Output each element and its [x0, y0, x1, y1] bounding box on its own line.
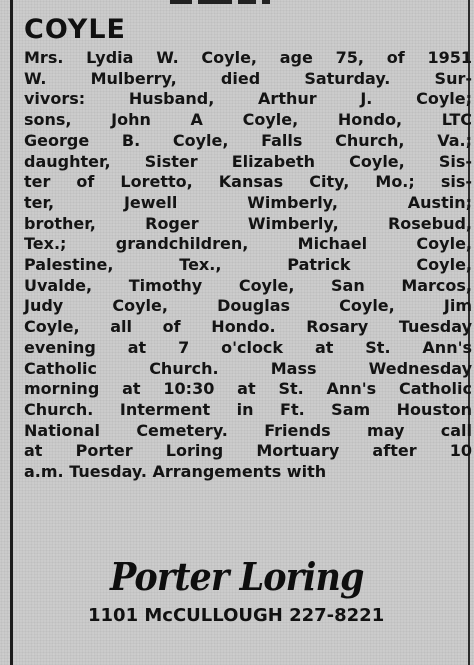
- obituary-line: vivors: Husband, Arthur J. Coyle;: [24, 89, 472, 109]
- obituary-line: National Cemetery. Friends may call: [24, 420, 472, 440]
- column-rule-left: [10, 0, 13, 665]
- obituary-line: Tex.; grandchildren, Michael Coyle,: [24, 234, 472, 254]
- obituary-line: Coyle, all of Hondo. Rosary Tuesday: [24, 317, 472, 337]
- mortuary-logo: Porter Loring: [110, 554, 364, 599]
- obituary-line: brother, Roger Wimberly, Rosebud,: [24, 213, 472, 233]
- obituary-line: Catholic Church. Mass Wednesday: [24, 358, 472, 378]
- obituary-line: Mrs. Lydia W. Coyle, age 75, of 1951: [24, 48, 472, 67]
- obituary-line: Palestine, Tex., Patrick Coyle,: [24, 255, 472, 275]
- obituary-line: ter of Loretto, Kansas City, Mo.; sis-: [24, 172, 472, 192]
- obituary-line: morning at 10:30 at St. Ann's Catholic: [24, 379, 472, 399]
- mortuary-address: 1101 McCULLOUGH 227-8221: [88, 605, 385, 626]
- obituary-line: George B. Coyle, Falls Church, Va.;: [24, 130, 472, 150]
- obituary-line: Uvalde, Timothy Coyle, San Marcos,: [24, 275, 472, 295]
- obituary-line: evening at 7 o'clock at St. Ann's: [24, 337, 472, 357]
- obituary-line: sons, John A Coyle, Hondo, LTC: [24, 110, 472, 130]
- obituary-line: at Porter Loring Mortuary after 10: [24, 441, 472, 461]
- obituary-name: COYLE: [24, 14, 127, 45]
- obituary-line: a.m. Tuesday. Arrangements with: [24, 462, 327, 482]
- obituary-line: Judy Coyle, Douglas Coyle, Jim: [24, 296, 472, 316]
- cut-off-text-fragment: [170, 0, 310, 6]
- obituary-line: ter, Jewell Wimberly, Austin;: [24, 192, 472, 212]
- obituary-line: W. Mulberry, died Saturday. Sur-: [24, 68, 472, 88]
- obituary-line: daughter, Sister Elizabeth Coyle, Sis-: [24, 151, 472, 171]
- obituary-body: [24, 48, 472, 483]
- obituary-line: Church. Interment in Ft. Sam Houston: [24, 399, 472, 419]
